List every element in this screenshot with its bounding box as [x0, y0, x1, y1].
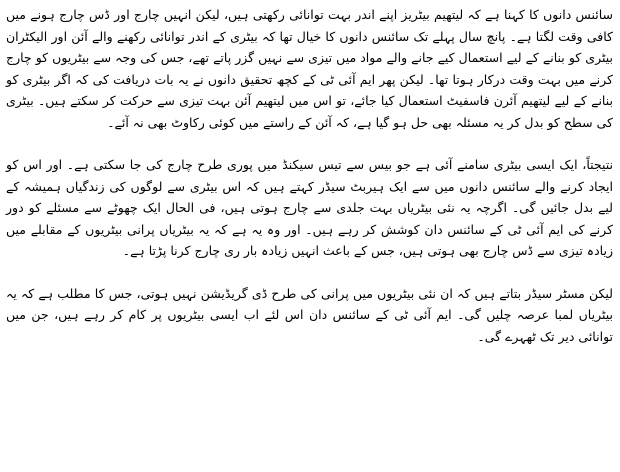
article-body	[6, 4, 613, 347]
article-paragraph-1: سائنس دانوں کا کہنا ہے کہ لیتھیم بیٹریز اپنے اندر بہت توانائی رکھتی ہیں، لیکن انہیں چارج اور ڈس چارج ہونے میں کافی وقت لگتا ہے۔ پانچ سال پہلے تک سائنس دانوں کا خیال تھا کہ بیٹری کے اندر توانائی رکھنے والے آئن اور الیکٹران بیٹری کو بنانے کے لیے استعمال کیے جانے والے مواد میں تیزی سے نہیں گزر پاتے تھے، جس کی وجہ سے بیٹریوں کو چارج کرنے میں بہت وقت درکار ہوتا تھا۔ لیکن پھر ایم آئی ٹی کے کچھ تحقیق دانوں نے یہ بات دریافت کی کہ اگر بیٹری کو بنانے کے لیے لیتھیم آئرن فاسفیٹ استعمال کیا جائے، تو اس میں لیتھیم آئن بہت تیزی سے حرکت کر سکتے ہیں۔ بیٹری کی سطح کو بدل کر یہ مسئلہ بھی حل ہو گیا ہے، کہ آئن کے راستے میں کوئی رکاوٹ بھی نہ آئے۔	[6, 7, 613, 130]
article-paragraph-2: نتیجتاً، ایک ایسی بیٹری سامنے آئی ہے جو بیس سے تیس سیکنڈ میں پوری طرح چارج کی جا سکتی ہے۔ اور اس کو ایجاد کرنے والے سائنس دانوں میں سے ایک ہیربٹ سیڈر کہتے ہیں کہ اس بیٹری سے لوگوں کی زندگیاں ہمیشہ کے لیے بدل جائیں گی۔ اگرچہ یہ نئی بیٹریاں بہت جلدی سے چارج ہوتی ہیں، فی الحال ایک چھوٹے سے مسئلے کو دور کرنے کی ایم آئی ٹی کے سائنس دان کوشش کر رہے ہیں۔ اور وہ یہ ہے کہ یہ بیٹریاں پرانی بیٹریوں کے مقابلے میں زیادہ تیزی سے ڈس چارج بھی ہوتی ہیں، جس کے باعث انہیں زیادہ بار ری چارج کرنا پڑتا ہے۔	[6, 157, 613, 258]
article-paragraph-3: لیکن مسٹر سیڈر بتاتے ہیں کہ ان نئی بیٹریوں میں پرانی کی طرح ڈی گریڈیشن نہیں ہوتی، جس کا مطلب ہے کہ یہ بیٹریاں لمبا عرصہ چلیں گی۔ ایم آئی ٹی کے سائنس دان اس لئے اب ایسی بیٹریوں پر کام کر رہے ہیں، جن میں توانائی دیر تک ٹھہرے گی۔	[6, 285, 613, 344]
